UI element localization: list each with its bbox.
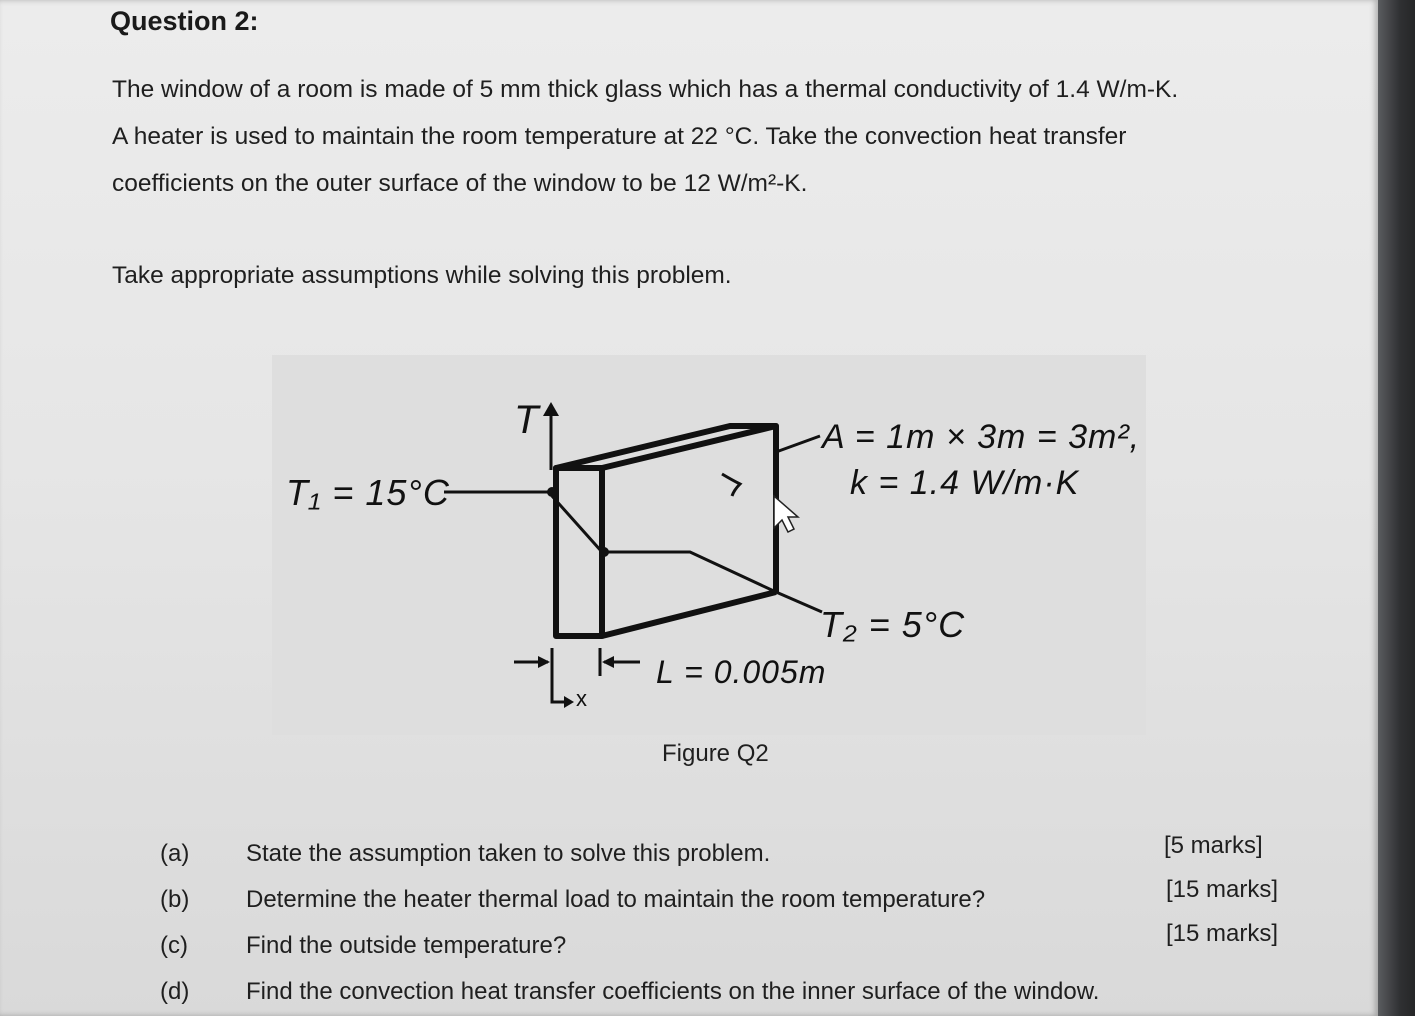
t2-label: T₂ = 5°C [820, 604, 966, 645]
x-axis-label: x [576, 686, 588, 711]
part-a-tag: (a) [160, 840, 190, 867]
part-b-marks: [15 marks] [1166, 876, 1279, 903]
statement-line-1: The window of a room is made of 5 mm thick glass which has a thermal conductivity of 1.4 W/m-K. [112, 76, 1179, 103]
part-d-tag: (d) [160, 978, 190, 1005]
statement-line-3: coefficients on the outer surface of the window to be 12 W/m²-K. [112, 170, 808, 197]
t1-label: T₁ = 15°C [286, 472, 450, 513]
temp-profile-line [552, 496, 602, 552]
temp-profile-outer [602, 552, 776, 592]
t1-node [547, 487, 557, 497]
thickness-label: L = 0.005m [656, 654, 827, 690]
part-b-text: Determine the heater thermal load to maintain the room temperature? [246, 886, 986, 913]
figure-caption: Figure Q2 [662, 740, 769, 767]
t-axis-arrowhead [543, 402, 559, 416]
l-arrowhead-right [602, 656, 614, 668]
question-title: Question 2: [110, 6, 259, 36]
glass-top-face [556, 426, 776, 468]
conductivity-label: k = 1.4 W/m·K [850, 464, 1080, 502]
part-b-tag: (b) [160, 886, 190, 913]
l-arrowhead-left [538, 656, 550, 668]
area-leader [776, 436, 820, 452]
inner-node [599, 547, 609, 557]
part-d-text: Find the convection heat transfer coefficients on the inner surface of the window. [246, 978, 1100, 1005]
t2-leader [776, 592, 822, 612]
part-c-text: Find the outside temperature? [246, 932, 567, 959]
t-axis-label: T [514, 398, 540, 442]
assumption-instruction: Take appropriate assumptions while solving this problem. [112, 262, 732, 289]
curl-mark [722, 474, 740, 496]
area-label: A = 1m × 3m = 3m², [822, 418, 1141, 456]
glass-front-face [556, 468, 602, 636]
part-c-tag: (c) [160, 932, 188, 959]
part-c-marks: [15 marks] [1166, 920, 1279, 947]
part-a-text: State the assumption taken to solve this problem. [246, 840, 771, 867]
x-arrowhead [564, 696, 574, 708]
glass-bottom-edge [602, 592, 776, 636]
part-a-marks: [5 marks] [1164, 832, 1263, 859]
monitor-bezel [1378, 0, 1415, 1016]
statement-line-2: A heater is used to maintain the room temperature at 22 °C. Take the convection heat transfer [112, 123, 1127, 150]
